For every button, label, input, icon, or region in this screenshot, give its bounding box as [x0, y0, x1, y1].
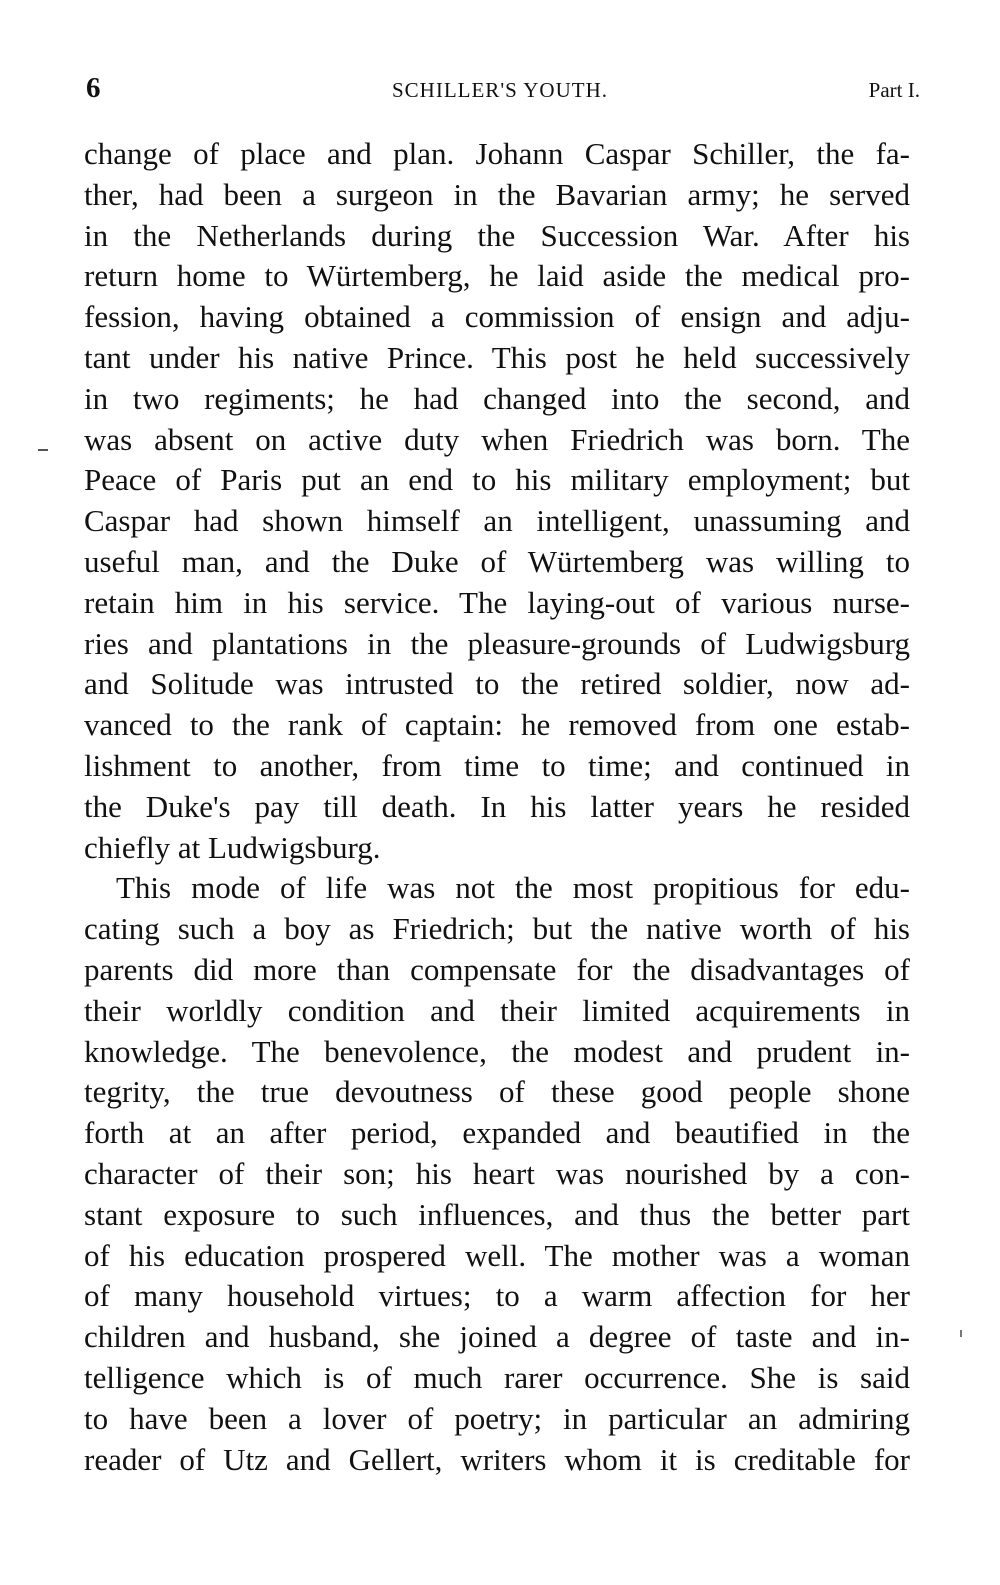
- text-line: fession, having obtained a commission of ensign and adju-: [84, 299, 910, 335]
- text-line: ther, had been a surgeon in the Bavarian army; he served: [84, 176, 910, 212]
- text-line: tant under his native Prince. This post he held successively: [84, 339, 910, 375]
- text-line: ries and plantations in the pleasure-grounds of Ludwigsburg: [84, 625, 910, 661]
- body-text: [84, 134, 910, 1480]
- text-line: reader of Utz and Gellert, writers whom it is creditable for: [84, 1441, 910, 1477]
- text-line: and Solitude was intrusted to the retired soldier, now ad-: [84, 666, 910, 702]
- text-line: of many household virtues; to a warm affection for her: [84, 1278, 910, 1314]
- text-line: Peace of Paris put an end to his military employment; but: [84, 462, 910, 498]
- paragraph-start-line: This mode of life was not the most propitious for edu-: [116, 870, 910, 906]
- text-line: was absent on active duty when Friedrich was born. The: [84, 421, 910, 457]
- text-line: lishment to another, from time to time; and continued in: [84, 747, 910, 783]
- text-line: vanced to the rank of captain: he removed from one estab-: [84, 707, 910, 743]
- text-line: children and husband, she joined a degree of taste and in-: [84, 1319, 910, 1355]
- text-line: parents did more than compensate for the disadvantages of: [84, 951, 910, 987]
- text-line: their worldly condition and their limited acquirements in: [84, 992, 910, 1028]
- text-line: Caspar had shown himself an intelligent, unassuming and: [84, 503, 910, 539]
- paragraph-end-line: chiefly at Ludwigsburg.: [84, 829, 381, 865]
- text-line: useful man, and the Duke of Würtemberg was willing to: [84, 543, 910, 579]
- running-header: [80, 72, 920, 112]
- text-line: retain him in his service. The laying-out of various nurse-: [84, 584, 910, 620]
- text-line: character of their son; his heart was nourished by a con-: [84, 1155, 910, 1191]
- text-line: cating such a boy as Friedrich; but the native worth of his: [84, 911, 910, 947]
- page-number: 6: [86, 72, 101, 104]
- text-line: return home to Würtemberg, he laid aside the medical pro-: [84, 258, 910, 294]
- text-line: tegrity, the true devoutness of these good people shone: [84, 1074, 910, 1110]
- running-title: SCHILLER'S YOUTH.: [391, 78, 608, 102]
- margin-speck: [960, 1330, 962, 1337]
- text-line: the Duke's pay till death. In his latter years he resided: [84, 788, 910, 824]
- text-line: knowledge. The benevolence, the modest and prudent in-: [84, 1033, 910, 1069]
- text-line: forth at an after period, expanded and beautified in the: [84, 1115, 910, 1151]
- text-line: change of place and plan. Johann Caspar Schiller, the fa-: [84, 136, 910, 171]
- margin-mark: [38, 449, 48, 451]
- part-label: Part I.: [868, 78, 920, 102]
- text-line: telligence which is of much rarer occurrence. She is said: [84, 1359, 910, 1395]
- text-line: to have been a lover of poetry; in particular an admiring: [84, 1400, 910, 1436]
- text-line: in the Netherlands during the Succession War. After his: [84, 217, 910, 253]
- text-line: of his education prospered well. The mother was a woman: [84, 1237, 910, 1273]
- text-line: in two regiments; he had changed into the second, and: [84, 380, 910, 416]
- text-line: stant exposure to such influences, and thus the better part: [84, 1196, 910, 1232]
